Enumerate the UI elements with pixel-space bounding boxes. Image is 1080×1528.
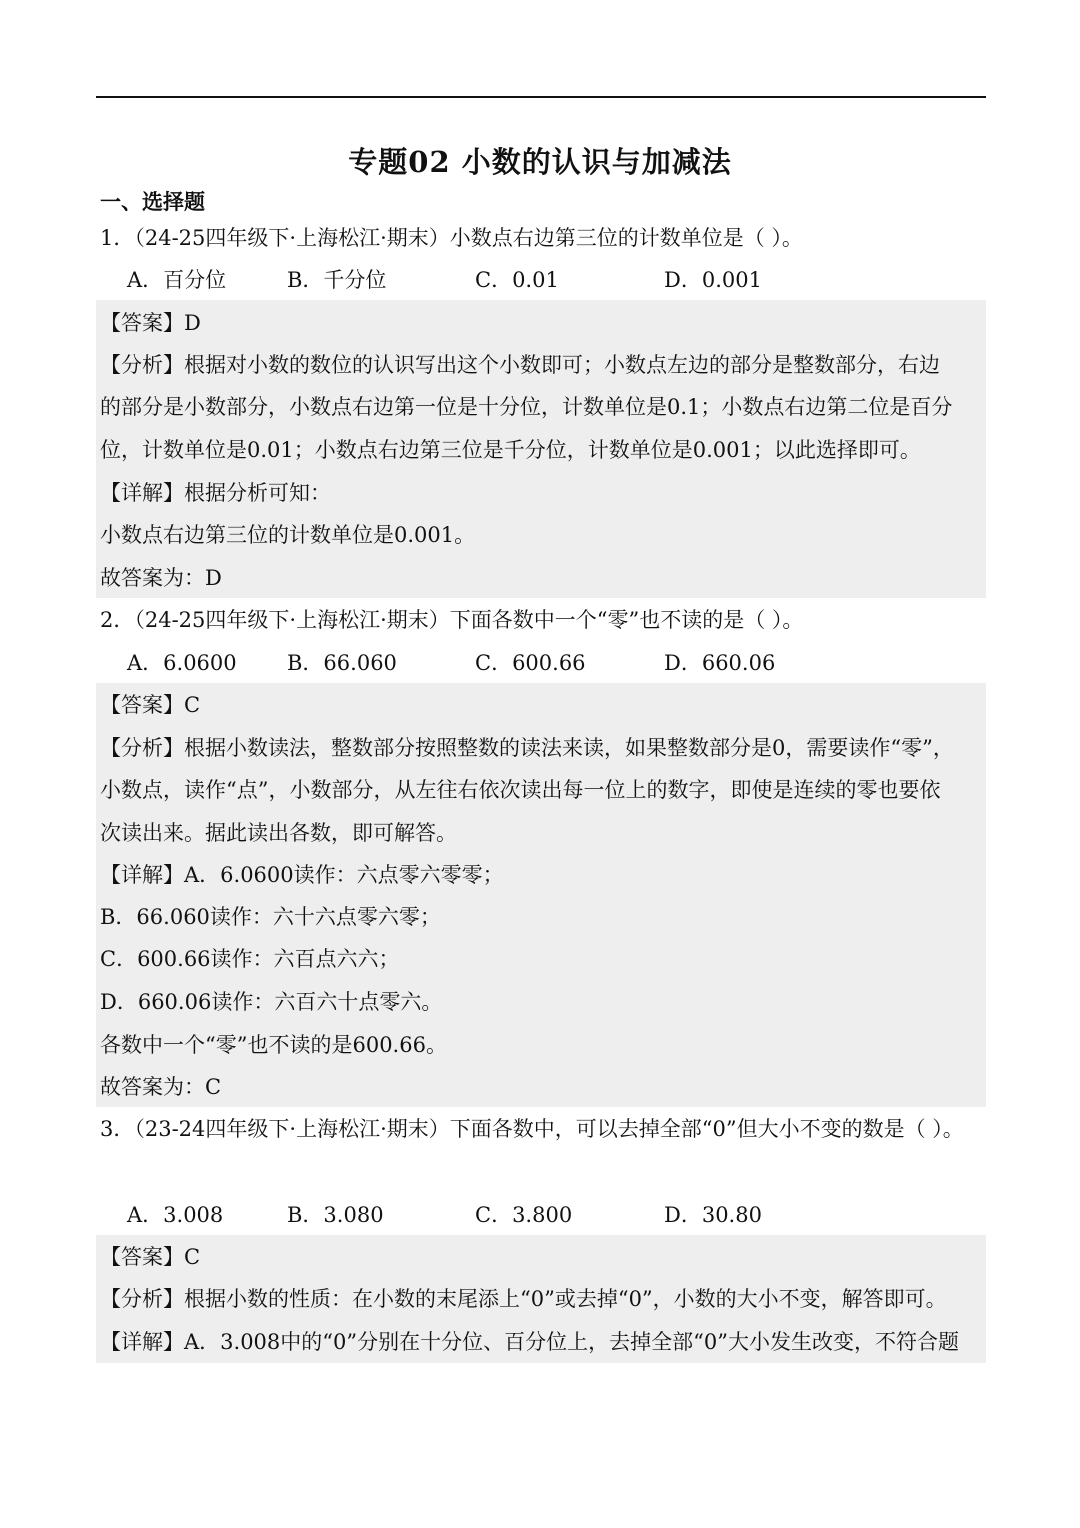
- option-b: B．3.080: [287, 1203, 384, 1227]
- header-rule: [96, 96, 986, 98]
- question-2-stem: 2．（24-25四年级下·上海松江·期末）下面各数中一个“零”也不读的是（ ）。: [100, 608, 804, 632]
- detail-line: 【详解】A．6.0600读作：六点零六零零；: [100, 863, 504, 887]
- answer-line: 【答案】C: [100, 693, 201, 717]
- detail-line: B．66.060读作：六十六点零六零；: [100, 905, 441, 929]
- question-3-stem: 3．（23-24四年级下·上海松江·期末）下面各数中，可以去掉全部“0”但大小不变的数是（ ）。: [100, 1117, 964, 1141]
- option-c: C．0.01: [475, 268, 559, 292]
- option-a: A．百分位: [127, 268, 227, 292]
- option-a: A．3.008: [127, 1203, 224, 1227]
- option-d: D．30.80: [664, 1203, 762, 1227]
- option-d: D．660.06: [664, 651, 776, 675]
- answer-line: 【答案】C: [100, 1245, 201, 1269]
- analysis-line: 小数点，读作“点”，小数部分，从左往右依次读出每一位上的数字，即使是连续的零也要依: [100, 778, 941, 802]
- detail-line: C．600.66读作：六百点六六；: [100, 947, 400, 971]
- detail-line: 各数中一个“零”也不读的是600.66。: [100, 1033, 447, 1057]
- option-b: B．66.060: [287, 651, 397, 675]
- option-d: D．0.001: [664, 268, 762, 292]
- option-c: C．3.800: [475, 1203, 573, 1227]
- analysis-line: 位，计数单位是0.01；小数点右边第三位是千分位，计数单位是0.001；以此选择即可。: [100, 438, 921, 462]
- answer-line: 【答案】D: [100, 311, 201, 335]
- detail-line: D．660.06读作：六百六十点零六。: [100, 990, 443, 1014]
- detail-line: 【详解】A．3.008中的“0”分别在十分位、百分位上，去掉全部“0”大小发生改变，不符合题: [100, 1330, 959, 1354]
- option-c: C．600.66: [475, 651, 586, 675]
- analysis-line: 的部分是小数部分，小数点右边第一位是十分位，计数单位是0.1；小数点右边第二位是百分: [100, 395, 953, 419]
- page-title: 专题02 小数的认识与加减法: [348, 145, 732, 179]
- detail-line: 故答案为：C: [100, 1075, 222, 1099]
- analysis-line: 次读出来。据此读出各数，即可解答。: [100, 821, 457, 845]
- option-a: A．6.0600: [127, 651, 237, 675]
- detail-line: 【详解】根据分析可知：: [100, 481, 331, 505]
- analysis-line: 【分析】根据对小数的数位的认识写出这个小数即可；小数点左边的部分是整数部分，右边: [100, 353, 940, 377]
- analysis-line: 【分析】根据小数的性质：在小数的末尾添上“0”或去掉“0”，小数的大小不变，解答即可。: [100, 1287, 947, 1311]
- analysis-line: 【分析】根据小数读法，整数部分按照整数的读法来读，如果整数部分是0，需要读作“零”，: [100, 736, 954, 760]
- detail-line: 故答案为：D: [100, 566, 222, 590]
- detail-line: 小数点右边第三位的计数单位是0.001。: [100, 523, 476, 547]
- question-1-stem: 1．（24-25四年级下·上海松江·期末）小数点右边第三位的计数单位是（ ）。: [100, 226, 803, 250]
- section-heading: 一、选择题: [100, 189, 205, 214]
- option-b: B．千分位: [287, 268, 387, 292]
